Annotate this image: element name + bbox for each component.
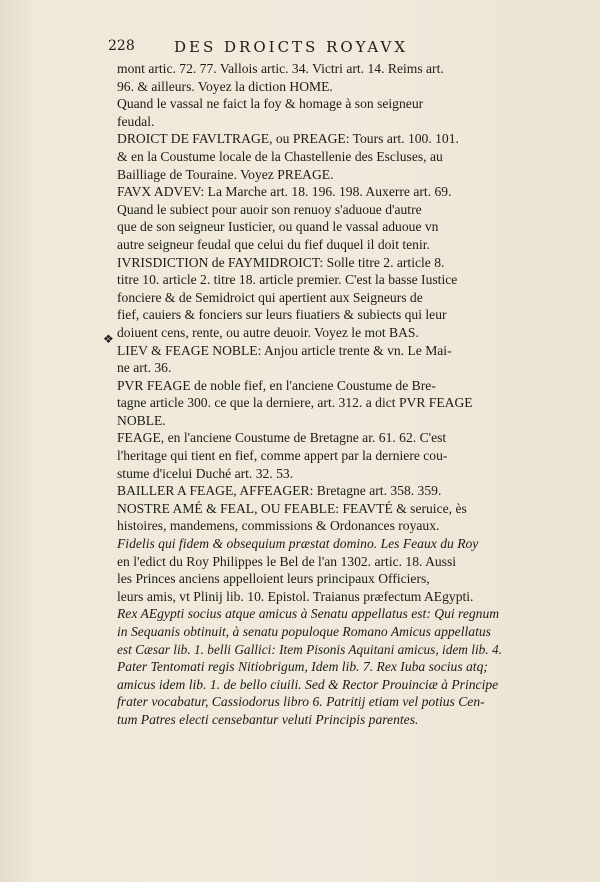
text-line-latin: amicus idem lib. 1. de bello ciuili. Sed & Rector Prouinciæ à Principe — [117, 676, 499, 692]
text-line: l'heritage qui tient en fief, comme appert par la derniere cou- — [117, 448, 448, 464]
running-title: DES DROICTS ROYAVX — [174, 38, 409, 56]
text-line: titre 10. article 2. titre 18. article premier. C'est la basse Iustice — [117, 272, 458, 288]
text-line: NOSTRE AMÉ & FEAL, OU FEABLE: FEAVTÉ & seruice, ès — [117, 500, 467, 516]
text-line: NOBLE. — [117, 412, 166, 428]
text-line: IVRISDICTION de FAYMIDROICT: Solle titre 2. article 8. — [117, 254, 445, 270]
text-line: les Princes anciens appelloient leurs principaux Officiers, — [117, 571, 430, 587]
text-line-latin: Pater Tentomati regis Nitiobrigum, Idem lib. 7. Rex Iuba socius atq; — [117, 659, 488, 675]
text-line-latin: tum Patres electi censebantur veluti Principis parentes. — [117, 711, 419, 727]
margin-marker-icon: ❖ — [103, 332, 114, 346]
text-line: Quand le vassal ne faict la foy & homage à son seigneur — [117, 96, 424, 112]
text-line: DROICT DE FAVLTRAGE, ou PREAGE: Tours art. 100. 101. — [117, 131, 459, 147]
text-line: Quand le subiect pour auoir son renuoy s'aduoue d'autre — [117, 201, 422, 217]
text-line: en l'edict du Roy Philippes le Bel de l'an 1302. artic. 18. Aussi — [117, 553, 457, 569]
text-line: BAILLER A FEAGE, AFFEAGER: Bretagne art. 358. 359. — [117, 483, 442, 499]
text-line: FAVX ADVEV: La Marche art. 18. 196. 198. Auxerre art. 69. — [117, 184, 452, 200]
text-line-latin: Fidelis qui fidem & obsequium præstat domino. Les Feaux du Roy — [117, 536, 479, 552]
text-line: FEAGE, en l'anciene Coustume de Bretagne ar. 61. 62. C'est — [117, 430, 447, 446]
text-line: doiuent cens, rente, ou autre deuoir. Voyez le mot BAS. — [117, 324, 419, 340]
text-line-latin: est Cæsar lib. 1. belli Gallici: Item Pisonis Aquitani amicus, idem lib. 4. — [117, 641, 502, 657]
text-line: histoires, mandemens, commissions & Ordonances royaux. — [117, 518, 440, 534]
page-number: 228 — [108, 38, 135, 54]
text-line: stume d'icelui Duché art. 32. 53. — [117, 465, 294, 481]
text-line: Bailliage de Touraine. Voyez PREAGE. — [117, 166, 334, 182]
text-line: feudal. — [117, 113, 155, 129]
text-line: ne art. 36. — [117, 360, 172, 376]
text-line: & en la Coustume locale de la Chastellenie des Escluses, au — [117, 148, 443, 164]
text-line: que de son seigneur Iusticier, ou quand le vassal aduoue vn — [117, 219, 439, 235]
text-line-latin: frater vocabatur, Cassiodorus libro 6. Patritij etiam vel potius Cen- — [117, 694, 485, 710]
text-line: fief, cauiers & fonciers sur leurs fiuatiers & subiects qui leur — [117, 307, 447, 323]
body-text — [117, 60, 502, 729]
text-line: autre seigneur feudal que celui du fief duquel il doit tenir. — [117, 236, 430, 252]
text-line: mont artic. 72. 77. Vallois artic. 34. Victri art. 14. Reims art. — [117, 61, 444, 76]
text-line: fonciere & de Semidroict qui apertient aux Seigneurs de — [117, 289, 423, 305]
text-line: PVR FEAGE de noble fief, en l'anciene Coustume de Bre- — [117, 377, 436, 393]
text-line: 96. & ailleurs. Voyez la diction HOME. — [117, 78, 333, 94]
text-line-latin: Rex AEgypti socius atque amicus à Senatu appellatus est: Qui regnum — [117, 606, 500, 622]
text-line: LIEV & FEAGE NOBLE: Anjou article trente & vn. Le Mai- — [117, 342, 452, 358]
text-line: leurs amis, vt Plinij lib. 10. Epistol. Traianus præfectum AEgypti. — [117, 588, 474, 604]
text-line: tagne article 300. ce que la derniere, art. 312. a dict PVR FEAGE — [117, 395, 473, 411]
text-line-latin: in Sequanis obtinuit, à senatu populoque Romano Amicus appellatus — [117, 624, 491, 639]
